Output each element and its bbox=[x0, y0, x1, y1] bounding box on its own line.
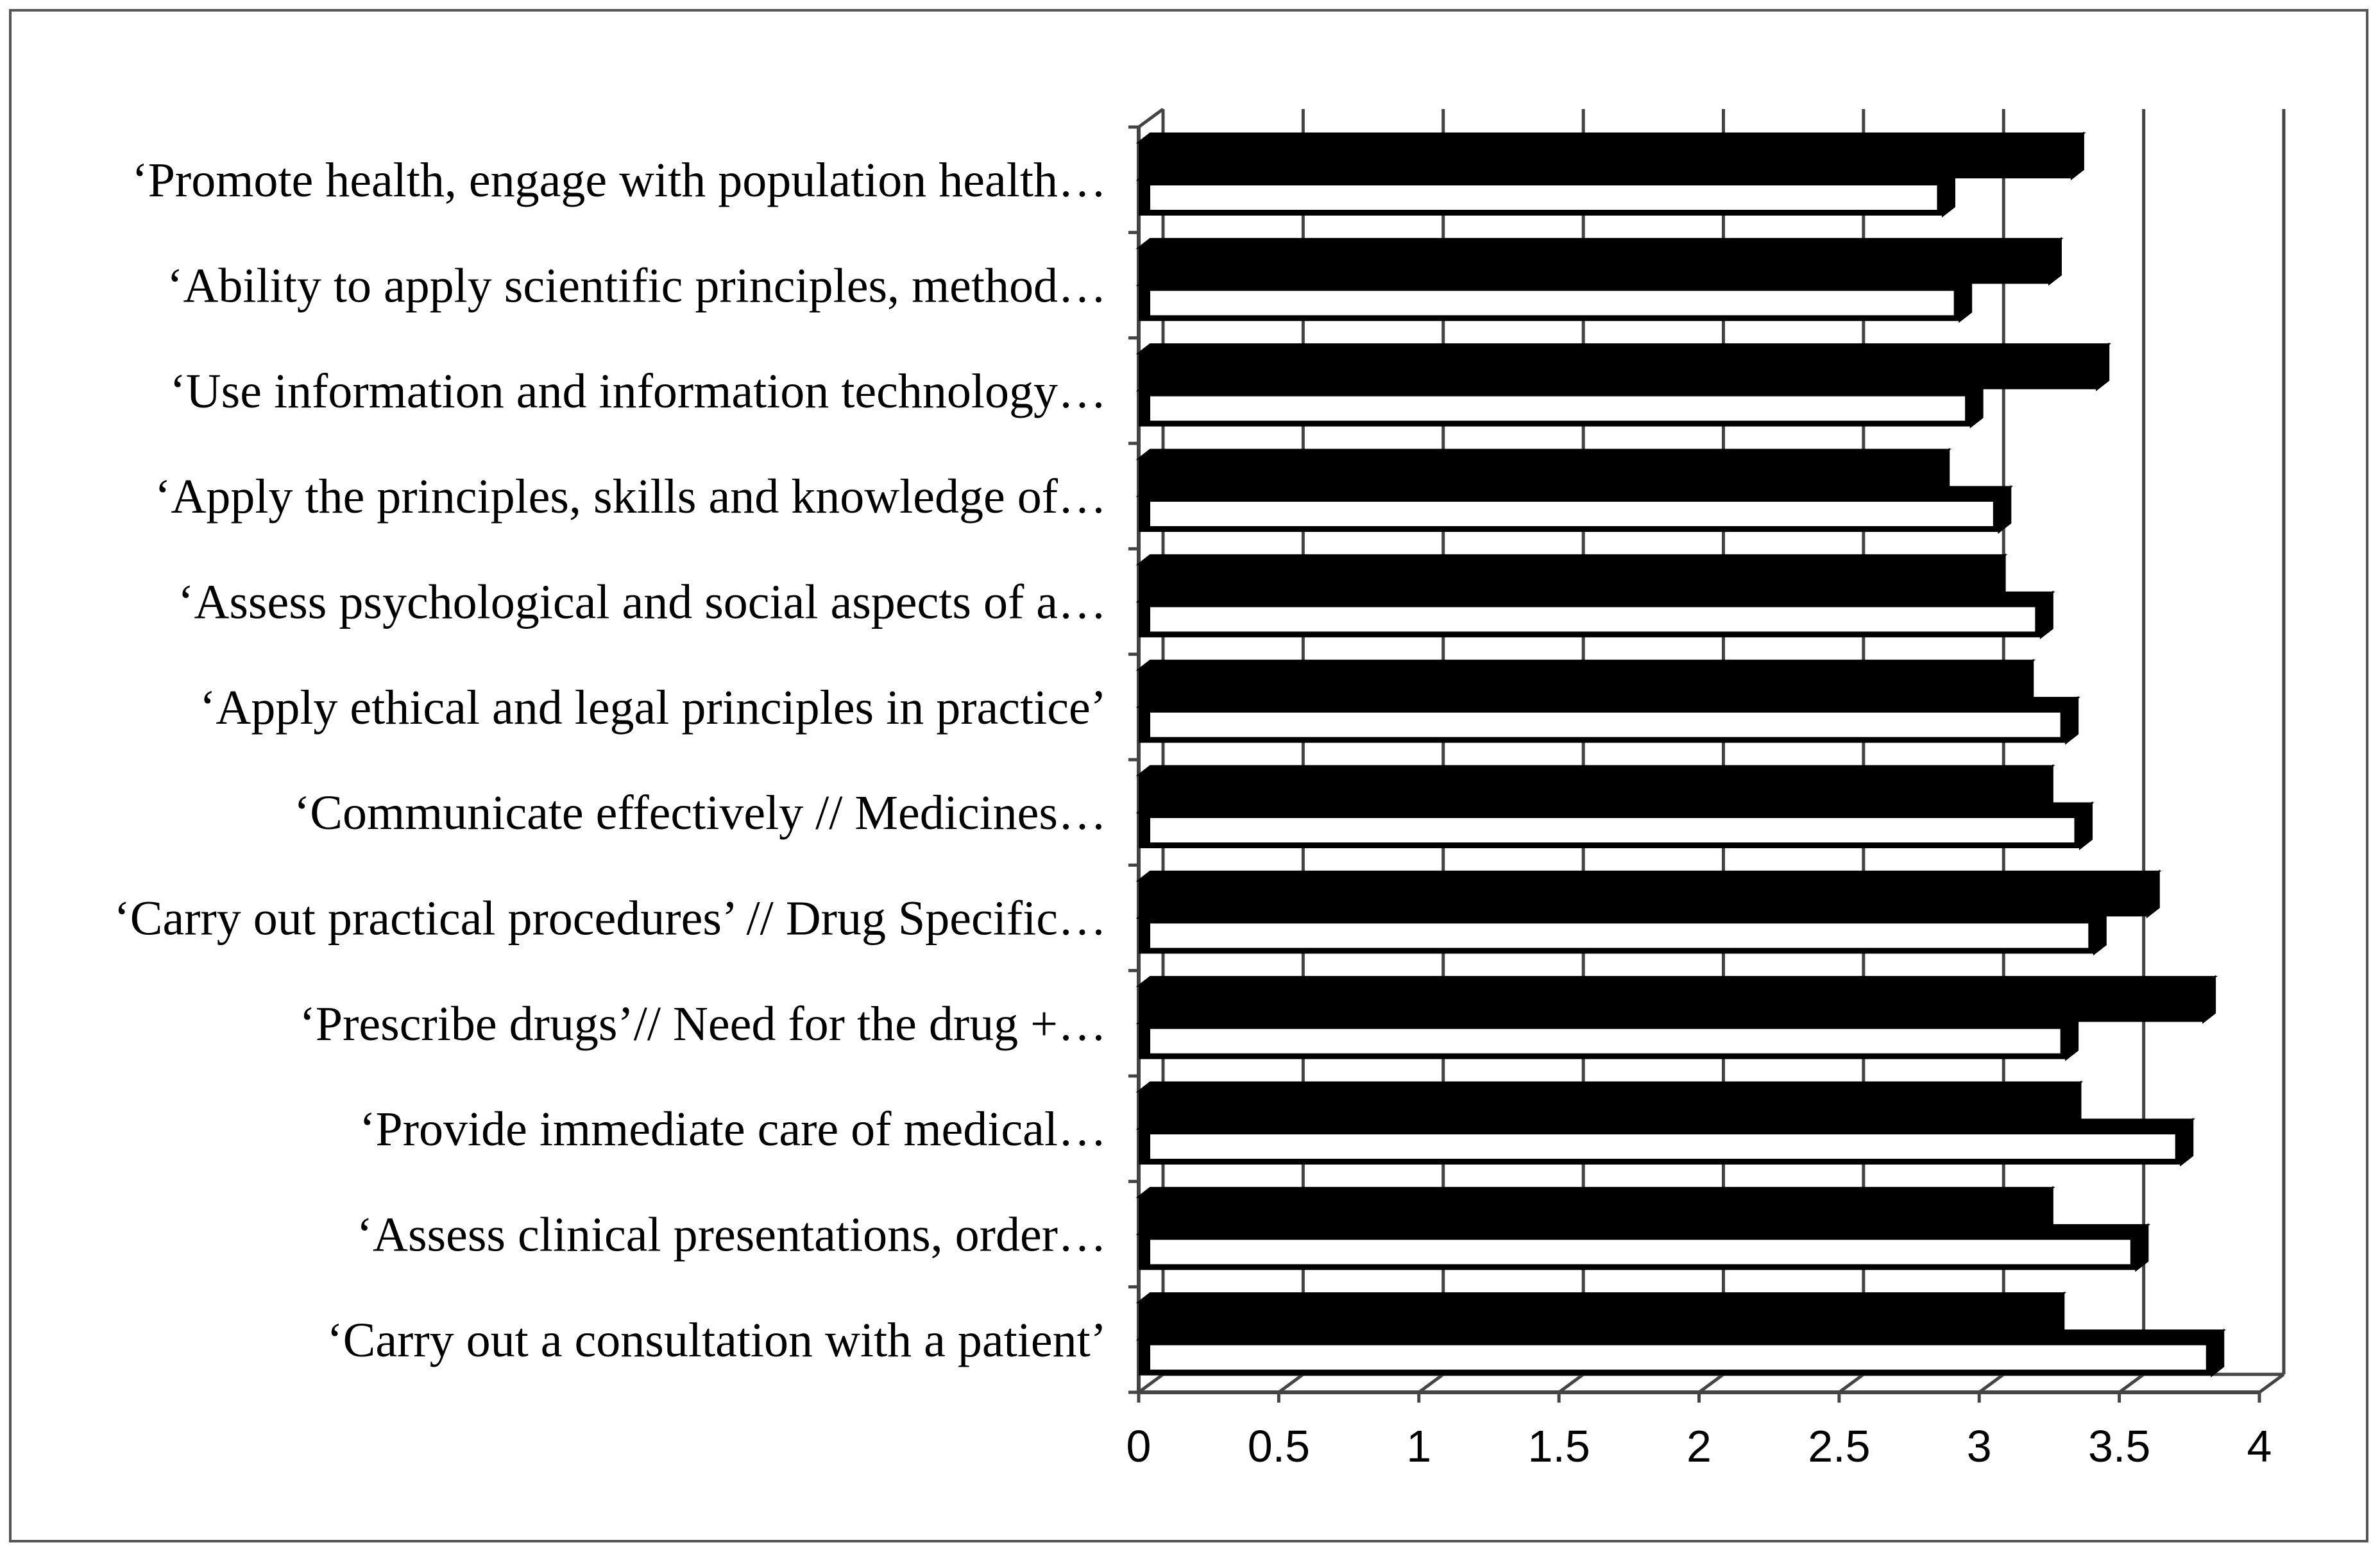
category-label: ‘Carry out a consultation with a patient’ bbox=[327, 1313, 1107, 1367]
bar-series2 bbox=[1139, 382, 1982, 427]
bar-series1-top bbox=[1139, 661, 2033, 670]
x-tick-label: 2.5 bbox=[1808, 1421, 1871, 1471]
bar-series2-inner bbox=[1150, 397, 1965, 421]
floor-gridline bbox=[1839, 1374, 1864, 1392]
bars bbox=[1139, 133, 2223, 1376]
bar-series2-side bbox=[2041, 592, 2052, 637]
bar-series2-side bbox=[1942, 171, 1954, 216]
x-tick-label: 3 bbox=[1966, 1421, 1992, 1471]
bar-series2-inner bbox=[1150, 607, 2035, 631]
bar-series2-inner bbox=[1150, 713, 2061, 737]
bar-series2-top bbox=[1139, 698, 2078, 707]
bar-series2 bbox=[1139, 1331, 2223, 1376]
bar-series2 bbox=[1139, 487, 2010, 532]
x-tick-label: 3.5 bbox=[2087, 1421, 2151, 1471]
bar-series1-top bbox=[1139, 766, 2052, 775]
bar-series1-top bbox=[1139, 1082, 2080, 1091]
y-axis-top-edge bbox=[1139, 109, 1163, 127]
category-label: ‘Promote health, engage with population health… bbox=[132, 153, 1107, 208]
floor-gridline bbox=[2120, 1374, 2144, 1392]
bar-series2 bbox=[1139, 698, 2078, 743]
category-label: ‘Use information and information technology… bbox=[169, 364, 1107, 418]
bar-series2-top bbox=[1139, 909, 2105, 918]
category-labels bbox=[114, 153, 1107, 1367]
x-tick-label: 0 bbox=[1126, 1421, 1152, 1471]
bar-series2 bbox=[1139, 276, 1971, 321]
floor-gridline bbox=[1139, 1374, 1163, 1392]
bar-series1-top bbox=[1139, 345, 2109, 354]
floor-gridline bbox=[1419, 1374, 1443, 1392]
x-tick-labels bbox=[1126, 1421, 2272, 1471]
bar-series1-side bbox=[2049, 239, 2061, 284]
bar-series2-side bbox=[1971, 382, 1982, 427]
x-tick-label: 1.5 bbox=[1527, 1421, 1590, 1471]
bar-series1-top bbox=[1139, 977, 2215, 986]
bar-series2-side bbox=[2094, 909, 2105, 953]
bar-series2-top bbox=[1139, 803, 2091, 812]
bar-series2 bbox=[1139, 592, 2052, 637]
bar-series2-top bbox=[1139, 487, 2010, 496]
category-label: ‘Apply the principles, skills and knowledge of… bbox=[155, 470, 1107, 524]
bar-series1-top bbox=[1139, 1294, 2064, 1302]
bar-series2-top bbox=[1139, 171, 1954, 180]
bar-series2-inner bbox=[1150, 1240, 2130, 1264]
bar-series2 bbox=[1139, 1225, 2148, 1270]
bar-series2-side bbox=[2066, 698, 2078, 743]
floor-gridline bbox=[1279, 1374, 1303, 1392]
bar-series2 bbox=[1139, 1014, 2078, 1059]
bar-series2-side bbox=[2080, 803, 2091, 848]
category-label: ‘Prescribe drugs’// Need for the drug +… bbox=[299, 996, 1107, 1051]
bar-series2 bbox=[1139, 1120, 2193, 1165]
bar-series2-side bbox=[2212, 1331, 2223, 1376]
bar-series2-side bbox=[2181, 1120, 2193, 1165]
bar-series2-top bbox=[1139, 1331, 2223, 1340]
bar-series1-top bbox=[1139, 1188, 2052, 1197]
bar-series1-top bbox=[1139, 239, 2061, 248]
bar-series1-top bbox=[1139, 555, 2005, 564]
floor-gridline bbox=[1559, 1374, 1583, 1392]
bar-series2-inner bbox=[1150, 1134, 2175, 1159]
bar-series2-inner bbox=[1150, 923, 2088, 948]
bar-series2-side bbox=[1960, 276, 1971, 321]
category-label: ‘Apply ethical and legal principles in practice’ bbox=[200, 680, 1107, 735]
bar-series2 bbox=[1139, 909, 2105, 953]
x-tick-label: 0.5 bbox=[1247, 1421, 1311, 1471]
bar-series2-side bbox=[2136, 1225, 2148, 1270]
bar-series1-side bbox=[2147, 871, 2159, 916]
bar-series2 bbox=[1139, 803, 2091, 848]
bar-series2-inner bbox=[1150, 185, 1937, 210]
bar-series2-inner bbox=[1150, 502, 1993, 526]
bar-series2-top bbox=[1139, 1014, 2078, 1023]
floor-gridline bbox=[1979, 1374, 2003, 1392]
bar-series2-top bbox=[1139, 1120, 2193, 1129]
bar-series2-top bbox=[1139, 592, 2052, 601]
floor-gridline bbox=[2259, 1374, 2284, 1392]
bar-series2-inner bbox=[1150, 1029, 2061, 1054]
bar-series1-top bbox=[1139, 133, 2083, 142]
category-label: ‘Assess clinical presentations, order… bbox=[356, 1208, 1107, 1262]
bar-series2-side bbox=[1999, 487, 2010, 532]
category-label: ‘Communicate effectively // Medicines… bbox=[294, 786, 1107, 841]
bar-series1-side bbox=[2204, 977, 2215, 1022]
bar-series1-side bbox=[2097, 345, 2109, 389]
bar-series2-side bbox=[2066, 1014, 2078, 1059]
x-tick-label: 4 bbox=[2247, 1421, 2272, 1471]
bar-series2-top bbox=[1139, 1225, 2148, 1234]
bar-series2-top bbox=[1139, 382, 1982, 391]
category-label: ‘Ability to apply scientific principles, method… bbox=[167, 259, 1107, 313]
bar-series1-side bbox=[2071, 133, 2083, 178]
x-tick-label: 1 bbox=[1406, 1421, 1432, 1471]
bar-series2-inner bbox=[1150, 818, 2074, 842]
bar-series2-inner bbox=[1150, 291, 1954, 315]
bar-series2-top bbox=[1139, 276, 1971, 285]
bar-series1-top bbox=[1139, 450, 1949, 459]
category-label: ‘Provide immediate care of medical… bbox=[359, 1102, 1107, 1157]
bar-series1-top bbox=[1139, 871, 2159, 880]
category-label: ‘Carry out practical procedures’ // Drug Specific… bbox=[114, 891, 1107, 946]
x-tick-label: 2 bbox=[1687, 1421, 1712, 1471]
floor-gridline bbox=[1699, 1374, 1724, 1392]
bar-series2 bbox=[1139, 171, 1954, 216]
bar-series2-inner bbox=[1150, 1345, 2206, 1370]
category-label: ‘Assess psychological and social aspects of a… bbox=[178, 575, 1107, 629]
